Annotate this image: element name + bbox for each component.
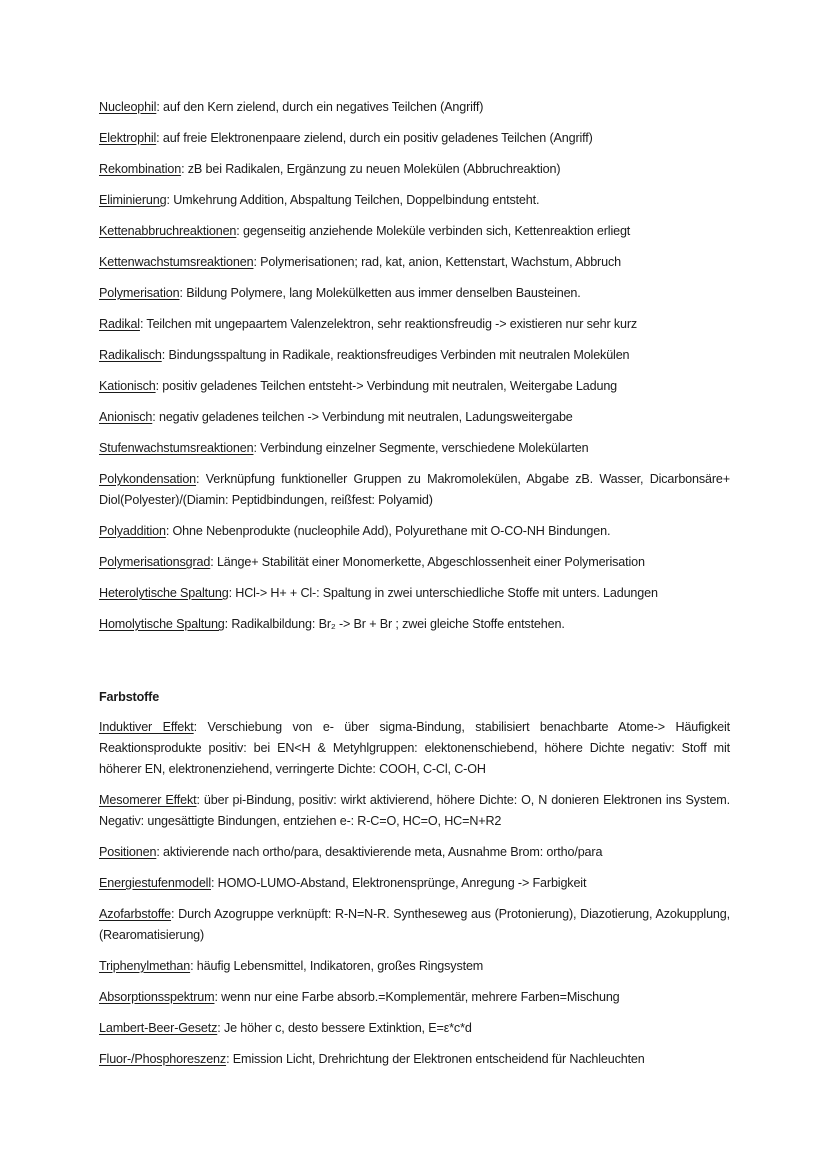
glossary-definition: : negativ geladenes teilchen -> Verbindung mit neutralen, Ladungsweitergabe: [152, 410, 573, 424]
glossary-entry: [99, 97, 730, 118]
glossary-term: Radikal: [99, 317, 140, 331]
glossary-definition: : Durch Azogruppe verknüpft: R-N=N-R. Syntheseweg aus (Protonierung), Diazotierung, Azokupplung, (Rearomatisierung): [99, 907, 730, 942]
glossary-definition: : auf den Kern zielend, durch ein negatives Teilchen (Angriff): [156, 100, 484, 114]
glossary-entry: [99, 790, 730, 832]
glossary-definition: : wenn nur eine Farbe absorb.=Komplementär, mehrere Farben=Mischung: [214, 990, 620, 1004]
glossary-entry: [99, 1018, 730, 1039]
glossary-definition: : Teilchen mit ungepaartem Valenzelektron, sehr reaktionsfreudig -> existieren nur sehr kurz: [139, 317, 638, 331]
glossary-entry: [99, 221, 730, 242]
glossary-entry: [99, 345, 730, 366]
glossary-term: Polyaddition: [99, 524, 166, 538]
glossary-definition: : Emission Licht, Drehrichtung der Elektronen entscheidend für Nachleuchten: [226, 1052, 645, 1066]
glossary-definition: : Polymerisationen; rad, kat, anion, Kettenstart, Wachstum, Abbruch: [253, 255, 621, 269]
glossary-term: Stufenwachstumsreaktionen: [99, 441, 254, 455]
glossary-term: Induktiver Effekt: [99, 720, 194, 734]
glossary-entry: [99, 314, 730, 335]
glossary-definition: : Radikalbildung: Br₂ -> Br + Br ; zwei gleiche Stoffe entstehen.: [224, 617, 565, 631]
glossary-entry: [99, 190, 730, 211]
glossary-entry: [99, 583, 730, 604]
glossary-entry: [99, 1049, 730, 1070]
glossary-term: Mesomerer Effekt: [99, 793, 197, 807]
glossary-entry: [99, 252, 730, 273]
glossary-definition: : HOMO-LUMO-Abstand, Elektronensprünge, Anregung -> Farbigkeit: [210, 876, 587, 890]
glossary-term: Kationisch: [99, 379, 156, 393]
glossary-term: Fluor-/Phosphoreszenz: [99, 1052, 227, 1066]
glossary-term: Nucleophil: [99, 100, 157, 114]
glossary-definition: : Umkehrung Addition, Abspaltung Teilchen, Doppelbindung entsteht.: [166, 193, 540, 207]
glossary-entry: [99, 283, 730, 304]
glossary-term: Lambert-Beer-Gesetz: [99, 1021, 218, 1035]
glossary-entry: [99, 614, 730, 635]
glossary-term: Anionisch: [99, 410, 153, 424]
glossary-definition: : Verbindung einzelner Segmente, verschiedene Molekülarten: [253, 441, 589, 455]
glossary-definition: : gegenseitig anziehende Moleküle verbinden sich, Kettenreaktion erliegt: [236, 224, 631, 238]
glossary-term: Azofarbstoffe: [99, 907, 172, 921]
glossary-entry: [99, 552, 730, 573]
glossary-definition: : Verknüpfung funktioneller Gruppen zu Makromolekülen, Abgabe zB. Wasser, Dicarbonsäre+ Diol(Polyester)/(Diamin: Peptidbindungen, reißfest: Polyamid): [99, 472, 730, 507]
glossary-entry: [99, 987, 730, 1008]
glossary-definition: : auf freie Elektronenpaare zielend, durch ein positiv geladenes Teilchen (Angriff): [156, 131, 593, 145]
glossary-definition: : zB bei Radikalen, Ergänzung zu neuen Molekülen (Abbruchreaktion): [181, 162, 561, 176]
section-heading-farbstoffe: Farbstoffe: [99, 690, 160, 704]
glossary-definition: : Bindungsspaltung in Radikale, reaktionsfreudiges Verbinden mit neutralen Molekülen: [161, 348, 630, 362]
glossary-term: Rekombination: [99, 162, 182, 176]
glossary-entry: [99, 407, 730, 428]
glossary-entry: [99, 438, 730, 459]
glossary-term: Polymerisation: [99, 286, 180, 300]
glossary-term: Polymerisationsgrad: [99, 555, 211, 569]
glossary-term: Kettenwachstumsreaktionen: [99, 255, 254, 269]
glossary-entry: [99, 904, 730, 946]
glossary-definition: : Bildung Polymere, lang Molekülketten aus immer denselben Bausteinen.: [179, 286, 581, 300]
glossary-term: Homolytische Spaltung: [99, 617, 225, 631]
glossary-entry: [99, 469, 730, 511]
glossary-definition: : häufig Lebensmittel, Indikatoren, großes Ringsystem: [190, 959, 484, 973]
glossary-definition: : HCl-> H+ + Cl-: Spaltung in zwei unterschiedliche Stoffe mit unters. Ladungen: [228, 586, 658, 600]
glossary-entry: [99, 956, 730, 977]
glossary-term: Kettenabbruchreaktionen: [99, 224, 237, 238]
glossary-entry: [99, 842, 730, 863]
glossary-definition: : über pi-Bindung, positiv: wirkt aktivierend, höhere Dichte: O, N donieren Elektronen ins System. Negativ: ungesättigte Bindungen, entziehen e-: R-C=O, HC=O, HC=N+R2: [99, 793, 730, 828]
dye-glossary: [99, 717, 730, 1070]
glossary-definition: : Länge+ Stabilität einer Monomerkette, Abgeschlossenheit einer Polymerisation: [210, 555, 645, 569]
glossary-entry: [99, 717, 730, 780]
glossary-term: Radikalisch: [99, 348, 162, 362]
glossary-entry: [99, 159, 730, 180]
glossary-term: Triphenylmethan: [99, 959, 191, 973]
glossary-term: Eliminierung: [99, 193, 167, 207]
glossary-term: Positionen: [99, 845, 157, 859]
glossary-term: Heterolytische Spaltung: [99, 586, 229, 600]
glossary-term: Elektrophil: [99, 131, 157, 145]
glossary-entry: [99, 873, 730, 894]
glossary-entry: [99, 376, 730, 397]
glossary-definition: : Je höher c, desto bessere Extinktion, E=ε*c*d: [217, 1021, 472, 1035]
reaction-glossary: [99, 97, 730, 635]
glossary-term: Polykondensation: [99, 472, 197, 486]
glossary-term: Energiestufenmodell: [99, 876, 211, 890]
glossary-entry: [99, 521, 730, 542]
glossary-definition: : positiv geladenes Teilchen entsteht-> Verbindung mit neutralen, Weitergabe Ladung: [155, 379, 618, 393]
glossary-term: Absorptionsspektrum: [99, 990, 215, 1004]
glossary-definition: : Verschiebung von e- über sigma-Bindung, stabilisiert benachbarte Atome-> Häufigkeit Reaktionsprodukte positiv: bei EN<H & Metyhlgruppen: elektonenschiebend, höhere Dichte negativ: Stoff mit höherer EN, elektronenziehend, verringerte Dichte: COOH, C-Cl, C-OH: [99, 720, 730, 776]
glossary-definition: : aktivierende nach ortho/para, desaktivierende meta, Ausnahme Brom: ortho/para: [156, 845, 603, 859]
glossary-definition: : Ohne Nebenprodukte (nucleophile Add), Polyurethane mit O-CO-NH Bindungen.: [165, 524, 611, 538]
glossary-entry: [99, 128, 730, 149]
